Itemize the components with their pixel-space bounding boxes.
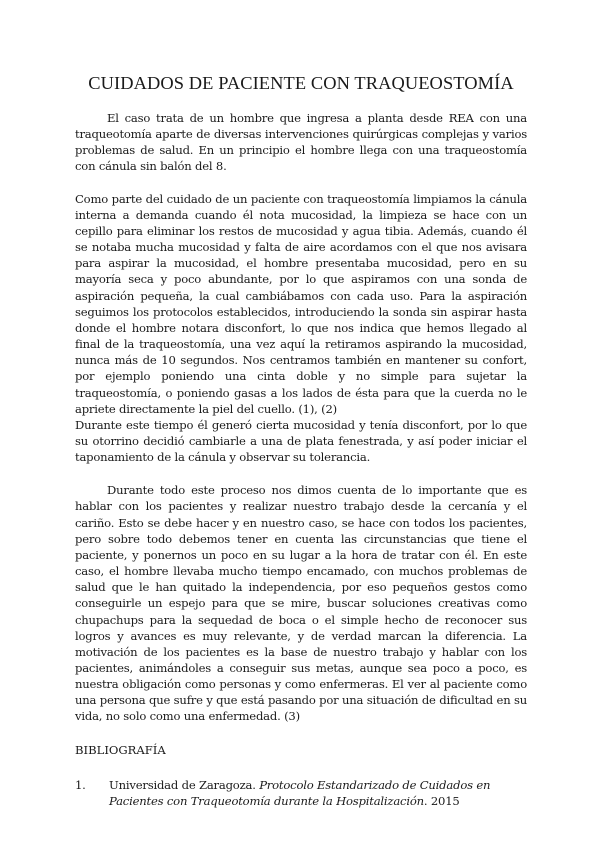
- bibliography-heading: BIBLIOGRAFÍA: [75, 742, 166, 757]
- paragraph-intro: El caso trata de un hombre que ingresa a planta desde REA con una traqueotomía aparte de diversas intervenciones quirúrgicas complejas y varios problemas de salud. En un principio el hombre llega con una traqueostomía con cánula sin balón del 8.: [75, 111, 527, 174]
- paragraph-reflection: Durante todo este proceso nos dimos cuenta de lo importante que es hablar con los pacientes y realizar nuestro trabajo desde la cercanía y el cariño. Esto se debe hacer y en nuestro caso, se hace con todos los pacientes, pero sobre todo debemos tener en cuenta las circunstancias que tiene el paciente, y ponernos un poco en su lugar a la hora de tratar con él. En este caso, el hombre llevaba mucho tiempo encamado, con muchos problemas de salud que le han quitado la independencia, por eso pequeños gestos como conseguirle un espejo para que se mire, buscar soluciones creativas como chupachups para la sequedad de boca o el simple hecho de reconocer sus logros y avances es muy relevante, y de verdad marcan la diferencia. La motivación de los pacientes es la base de nuestro trabajo y hablar con los pacientes, animándoles a conseguir sus metas, aunque sea poco a poco, es nuestra obligación como personas y como enfermeras. El ver al paciente como una persona que sufre y que está pasando por una situación de dificultad en su vida, no solo como una enfermedad. (3): [75, 483, 527, 724]
- reference-year: . 2015: [423, 793, 460, 808]
- reference-title: Protocolo Estandarizado de Cuidados en Pacientes con Traqueotomía durante la Hospitalización: [109, 777, 491, 808]
- bibliography-item: [75, 777, 527, 809]
- paragraph-cannula-change: Durante este tiempo él generó cierta mucosidad y tenía disconfort, por lo que su otorrino decidió cambiarle a una de plata fenestrada, y así poder iniciar el taponamiento de la cánula y observar su tolerancia.: [75, 417, 527, 465]
- reference-text: [109, 777, 527, 809]
- document-title: CUIDADOS DE PACIENTE CON TRAQUEOSTOMÍA: [88, 73, 514, 93]
- reference-number: 1.: [75, 777, 86, 792]
- paragraph-care: Como parte del cuidado de un paciente con traqueostomía limpiamos la cánula interna a demanda cuando él nota mucosidad, la limpieza se hace con un cepillo para eliminar los restos de mucosidad y agua tibia. Además, cuando él se notaba mucha mucosidad y falta de aire acordamos con el que nos avisara para aspirar la mucosidad, el hombre presentaba mucosidad, pero en su mayoría seca y poco abundante, por lo que aspiramos con una sonda de aspiración pequeña, la cual cambiábamos con cada uso. Para la aspiración seguimos los protocolos establecidos, introduciendo la sonda sin aspirar hasta donde el hombre notara disconfort, lo que nos indica que hemos llegado al final de la traqueostomía, una vez aquí la retiramos aspirando la mucosidad, nunca más de 10 segundos. Nos centramos también en mantener su confort, por ejemplo poniendo una cinta doble y no simple para sujetar la traqueostomía, o poniendo gasas a los lados de ésta para que la cuerda no le apriete directamente la piel del cuello. (1), (2): [75, 191, 527, 416]
- reference-author: Universidad de Zaragoza.: [109, 777, 256, 792]
